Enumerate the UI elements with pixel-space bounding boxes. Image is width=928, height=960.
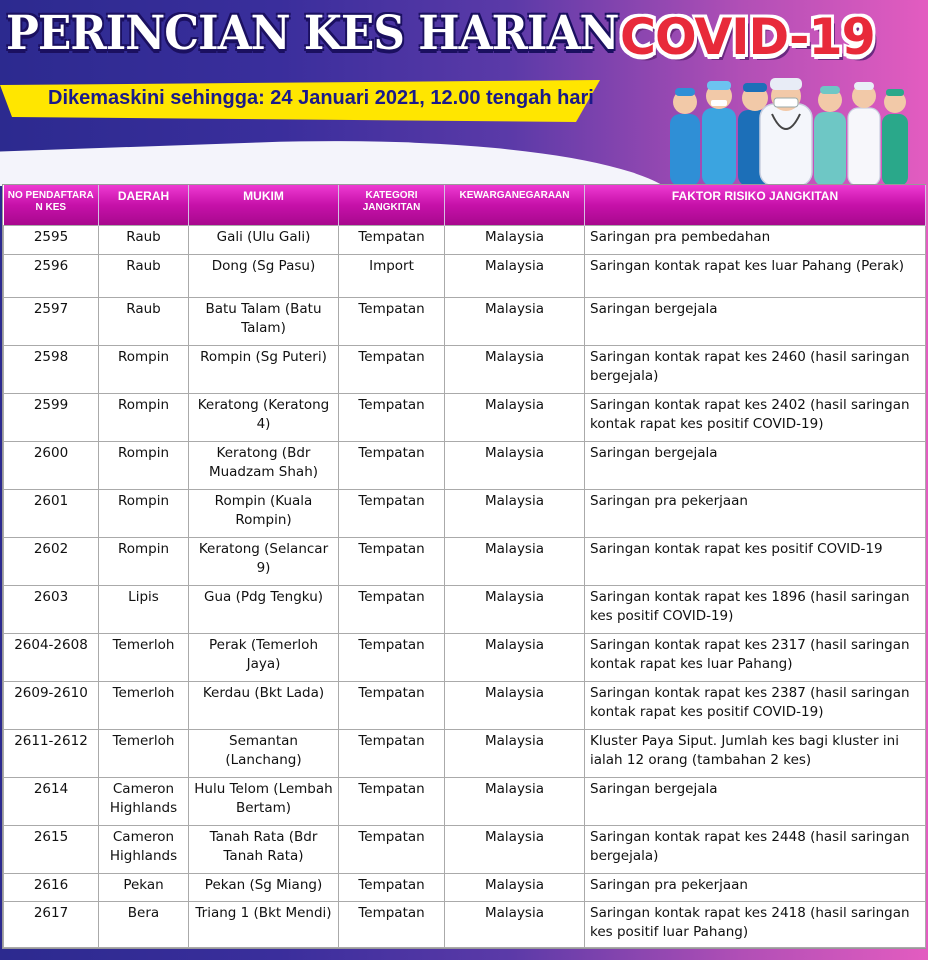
col-header-no: NO PENDAFTARA N KES — [4, 185, 99, 225]
mukim: Rompin (Sg Puteri) — [189, 345, 339, 393]
district: Rompin — [99, 345, 189, 393]
district: Raub — [99, 297, 189, 345]
category: Tempatan — [339, 489, 445, 537]
case-no: 2602 — [4, 537, 99, 585]
health-workers-illustration — [660, 74, 910, 186]
mukim: Kerdau (Bkt Lada) — [189, 681, 339, 729]
district: Cameron Highlands — [99, 777, 189, 825]
nationality: Malaysia — [445, 537, 585, 585]
mukim: Batu Talam (Batu Talam) — [189, 297, 339, 345]
health-worker-icon — [670, 88, 700, 186]
table-row — [4, 585, 926, 633]
risk-factor: Saringan kontak rapat kes positif COVID-19 — [585, 537, 926, 585]
table-row — [4, 297, 926, 345]
risk-factor: Saringan kontak rapat kes 2448 (hasil saringan bergejala) — [585, 825, 926, 873]
mukim: Tanah Rata (Bdr Tanah Rata) — [189, 825, 339, 873]
category: Tempatan — [339, 441, 445, 489]
district: Temerloh — [99, 633, 189, 681]
nationality: Malaysia — [445, 489, 585, 537]
table-header — [4, 185, 926, 225]
mukim: Perak (Temerloh Jaya) — [189, 633, 339, 681]
category: Tempatan — [339, 393, 445, 441]
risk-factor: Saringan kontak rapat kes 2460 (hasil saringan bergejala) — [585, 345, 926, 393]
nationality: Malaysia — [445, 825, 585, 873]
case-no: 2604-2608 — [4, 633, 99, 681]
district: Temerloh — [99, 681, 189, 729]
table-row — [4, 225, 926, 254]
mukim: Pekan (Sg Miang) — [189, 873, 339, 901]
risk-factor: Saringan kontak rapat kes 1896 (hasil saringan kes positif COVID-19) — [585, 585, 926, 633]
page-title: PERINCIAN KES HARIAN — [6, 6, 619, 61]
category: Import — [339, 254, 445, 297]
nationality: Malaysia — [445, 873, 585, 901]
table-row — [4, 825, 926, 873]
banner-swoosh — [0, 128, 681, 186]
risk-factor: Saringan kontak rapat kes 2418 (hasil saringan kes positif luar Pahang) — [585, 901, 926, 947]
table-row — [4, 345, 926, 393]
col-header-kewarganegaraan: KEWARGANEGARAAN — [445, 185, 585, 225]
risk-factor: Saringan pra pekerjaan — [585, 873, 926, 901]
category: Tempatan — [339, 225, 445, 254]
nationality: Malaysia — [445, 297, 585, 345]
table-row — [4, 633, 926, 681]
category: Tempatan — [339, 345, 445, 393]
risk-factor: Saringan pra pembedahan — [585, 225, 926, 254]
district: Rompin — [99, 537, 189, 585]
category: Tempatan — [339, 681, 445, 729]
risk-factor: Saringan bergejala — [585, 441, 926, 489]
risk-factor: Saringan kontak rapat kes 2387 (hasil saringan kontak rapat kes positif COVID-19) — [585, 681, 926, 729]
mukim: Keratong (Bdr Muadzam Shah) — [189, 441, 339, 489]
health-worker-icon — [760, 78, 812, 186]
case-no: 2595 — [4, 225, 99, 254]
col-header-mukim: MUKIM — [189, 185, 339, 225]
case-no: 2617 — [4, 901, 99, 947]
risk-factor: Saringan bergejala — [585, 777, 926, 825]
district: Lipis — [99, 585, 189, 633]
health-worker-icon — [702, 81, 736, 186]
table-row — [4, 537, 926, 585]
district: Temerloh — [99, 729, 189, 777]
risk-factor: Saringan kontak rapat kes luar Pahang (Perak) — [585, 254, 926, 297]
nationality: Malaysia — [445, 225, 585, 254]
case-details-table — [2, 184, 926, 949]
district: Pekan — [99, 873, 189, 901]
district: Rompin — [99, 441, 189, 489]
table-row — [4, 873, 926, 901]
case-no: 2600 — [4, 441, 99, 489]
mukim: Semantan (Lanchang) — [189, 729, 339, 777]
nationality: Malaysia — [445, 254, 585, 297]
district: Raub — [99, 254, 189, 297]
table-row — [4, 393, 926, 441]
case-no: 2601 — [4, 489, 99, 537]
district: Bera — [99, 901, 189, 947]
category: Tempatan — [339, 585, 445, 633]
health-worker-icon — [882, 89, 908, 186]
table-row — [4, 681, 926, 729]
nationality: Malaysia — [445, 441, 585, 489]
case-no: 2597 — [4, 297, 99, 345]
mukim: Rompin (Kuala Rompin) — [189, 489, 339, 537]
risk-factor: Saringan bergejala — [585, 297, 926, 345]
col-header-daerah: DAERAH — [99, 185, 189, 225]
risk-factor: Saringan kontak rapat kes 2402 (hasil saringan kontak rapat kes positif COVID-19) — [585, 393, 926, 441]
col-header-faktor: FAKTOR RISIKO JANGKITAN — [585, 185, 926, 225]
district: Cameron Highlands — [99, 825, 189, 873]
nationality: Malaysia — [445, 345, 585, 393]
case-no: 2603 — [4, 585, 99, 633]
case-no: 2615 — [4, 825, 99, 873]
nationality: Malaysia — [445, 681, 585, 729]
case-no: 2616 — [4, 873, 99, 901]
nationality: Malaysia — [445, 633, 585, 681]
category: Tempatan — [339, 633, 445, 681]
category: Tempatan — [339, 901, 445, 947]
risk-factor: Saringan pra pekerjaan — [585, 489, 926, 537]
district: Rompin — [99, 393, 189, 441]
category: Tempatan — [339, 777, 445, 825]
case-no: 2596 — [4, 254, 99, 297]
case-no: 2609-2610 — [4, 681, 99, 729]
district: Rompin — [99, 489, 189, 537]
covid-title: COVID-19 — [620, 8, 875, 66]
table-row — [4, 441, 926, 489]
updated-subtitle: Dikemaskini sehingga: 24 Januari 2021, 12.00 tengah hari — [48, 87, 594, 109]
category: Tempatan — [339, 297, 445, 345]
category: Tempatan — [339, 729, 445, 777]
nationality: Malaysia — [445, 585, 585, 633]
mukim: Keratong (Keratong 4) — [189, 393, 339, 441]
table-row — [4, 901, 926, 947]
header-banner — [0, 0, 928, 186]
mukim: Gua (Pdg Tengku) — [189, 585, 339, 633]
nationality: Malaysia — [445, 777, 585, 825]
case-no: 2611-2612 — [4, 729, 99, 777]
table-row — [4, 729, 926, 777]
col-header-kategori: KATEGORI JANGKITAN — [339, 185, 445, 225]
nationality: Malaysia — [445, 901, 585, 947]
nationality: Malaysia — [445, 393, 585, 441]
mukim: Keratong (Selancar 9) — [189, 537, 339, 585]
table-row — [4, 777, 926, 825]
nationality: Malaysia — [445, 729, 585, 777]
risk-factor: Kluster Paya Siput. Jumlah kes bagi kluster ini ialah 12 orang (tambahan 2 kes) — [585, 729, 926, 777]
risk-factor: Saringan kontak rapat kes 2317 (hasil saringan kontak rapat kes luar Pahang) — [585, 633, 926, 681]
case-no: 2614 — [4, 777, 99, 825]
health-worker-icon — [814, 86, 846, 186]
mukim: Hulu Telom (Lembah Bertam) — [189, 777, 339, 825]
table-row — [4, 489, 926, 537]
case-no: 2598 — [4, 345, 99, 393]
category: Tempatan — [339, 825, 445, 873]
mukim: Dong (Sg Pasu) — [189, 254, 339, 297]
district: Raub — [99, 225, 189, 254]
mukim: Gali (Ulu Gali) — [189, 225, 339, 254]
table-row — [4, 254, 926, 297]
category: Tempatan — [339, 873, 445, 901]
health-worker-icon — [848, 82, 880, 186]
mukim: Triang 1 (Bkt Mendi) — [189, 901, 339, 947]
case-no: 2599 — [4, 393, 99, 441]
category: Tempatan — [339, 537, 445, 585]
